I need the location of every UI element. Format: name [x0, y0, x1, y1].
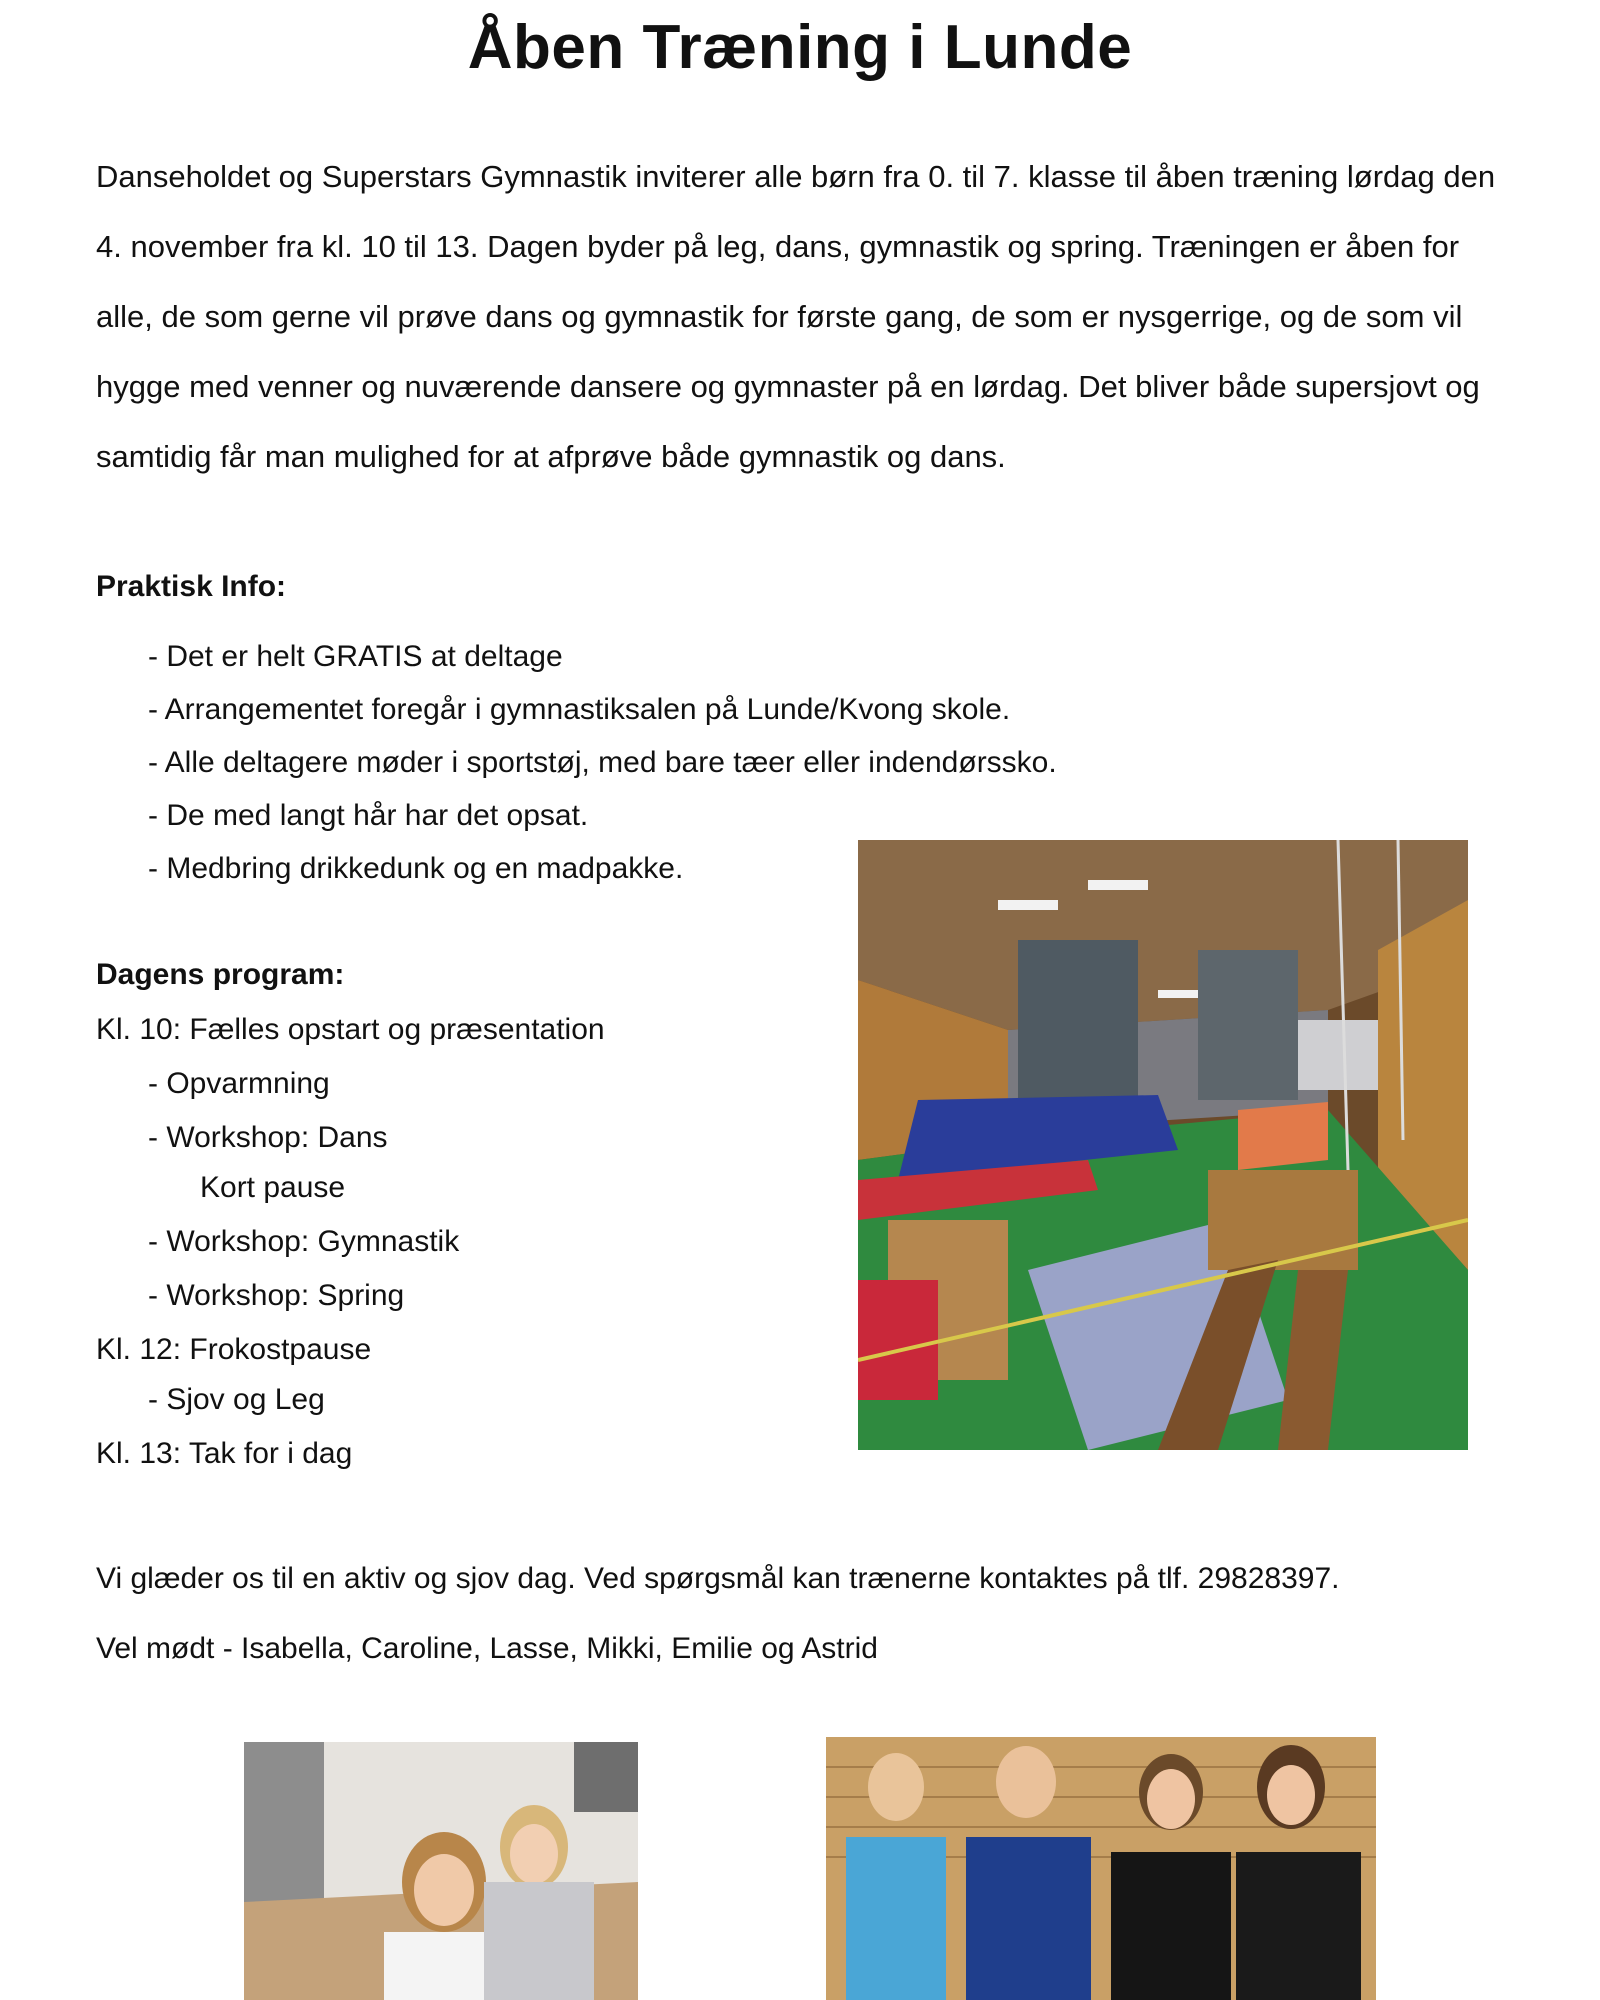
gym-hall-photo	[858, 840, 1468, 1450]
signoff-text: Vel mødt - Isabella, Caroline, Lasse, Mikki, Emilie og Astrid	[96, 1632, 878, 1665]
program-line: - Sjov og Leg	[148, 1383, 325, 1416]
page-title: Åben Træning i Lunde	[467, 13, 1133, 82]
program-line: - Workshop: Dans	[148, 1121, 388, 1154]
program-heading: Dagens program:	[96, 958, 345, 991]
program-line: - Opvarmning	[148, 1067, 330, 1100]
practical-info-heading: Praktisk Info:	[96, 570, 287, 603]
program-line: Kl. 10: Fælles opstart og præsentation	[96, 1013, 605, 1046]
program-line: - Workshop: Gymnastik	[148, 1225, 460, 1258]
list-item: - De med langt hår har det opsat.	[148, 799, 589, 832]
list-item: - Alle deltagere møder i sportstøj, med bare tæer eller indendørssko.	[148, 746, 1057, 779]
list-item: - Arrangementet foregår i gymnastiksalen på Lunde/Kvong skole.	[148, 693, 1011, 726]
list-item: - Det er helt GRATIS at deltage	[148, 640, 563, 673]
intro-paragraph: Danseholdet og Superstars Gymnastik inviterer alle børn fra 0. til 7. klasse til åben træning lørdag den 4. november fra kl. 10 til 13. Dagen byder på leg, dans, gymnastik og spring. Træningen er åben for alle, de som gerne vil prøve dans og gymnastik for første gang, de som er nysgerrige, og de som vil hygge med venner og nuværende dansere og gymnaster på en lørdag. Det bliver både supersjovt og samtidig får man mulighed for at afprøve både gymnastik og dans.	[96, 159, 1496, 474]
program-line: Kl. 13: Tak for i dag	[96, 1437, 353, 1470]
coaches-selfie-photo	[244, 1742, 638, 2000]
program-line: Kort pause	[200, 1171, 346, 1204]
coaches-team-photo	[826, 1737, 1376, 2000]
list-item: - Medbring drikkedunk og en madpakke.	[148, 852, 684, 885]
program-line: Kl. 12: Frokostpause	[96, 1333, 372, 1366]
contact-text: Vi glæder os til en aktiv og sjov dag. Ved spørgsmål kan trænerne kontaktes på tlf. 29828397.	[96, 1562, 1340, 1595]
program-line: - Workshop: Spring	[148, 1279, 405, 1312]
